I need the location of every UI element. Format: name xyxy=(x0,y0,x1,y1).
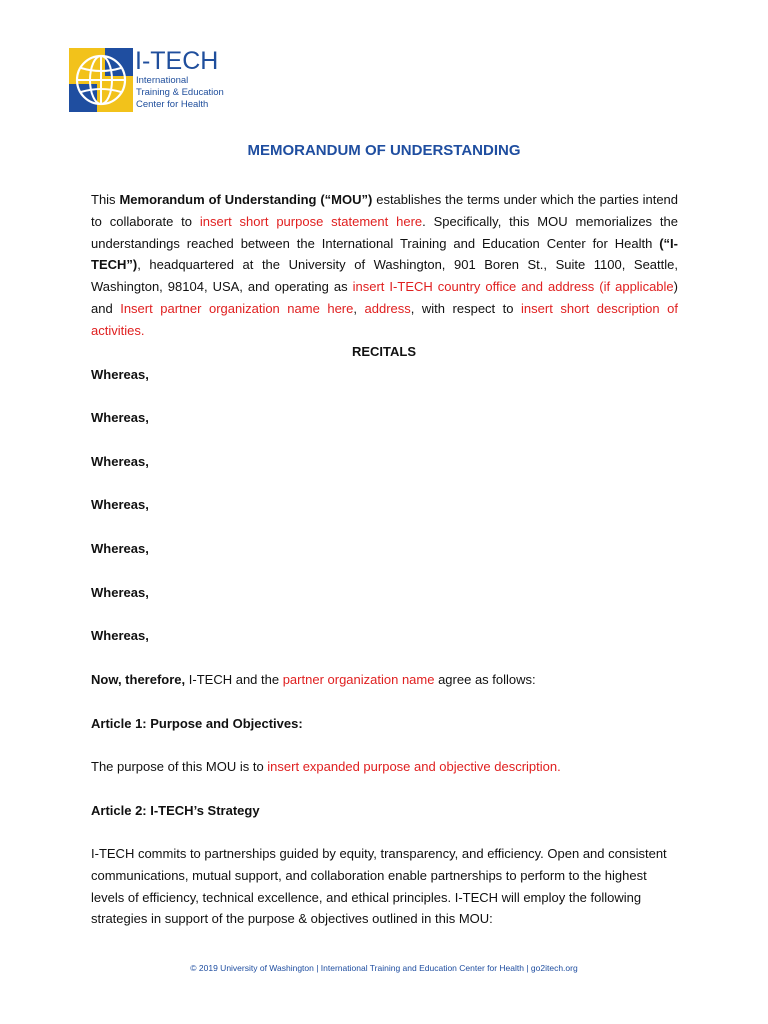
intro-text: establishes the terms under which the parties intend to collaborate to xyxy=(91,192,679,229)
whereas-clause: Whereas, xyxy=(91,410,149,425)
placeholder-country-office: insert I-TECH country office and address (if applicable xyxy=(352,279,674,295)
article1-paragraph xyxy=(91,756,678,778)
whereas-clause: Whereas, xyxy=(91,367,149,382)
now-therefore-paragraph xyxy=(91,669,678,691)
intro-paragraph xyxy=(91,189,678,342)
globe-logo-icon xyxy=(69,48,133,112)
whereas-clause: Whereas, xyxy=(91,497,149,512)
mou-term: Memorandum of Understanding (“MOU”) xyxy=(119,192,373,207)
intro-text: This xyxy=(91,192,120,207)
logo-title: I-TECH xyxy=(135,47,219,75)
article1-heading xyxy=(91,713,678,735)
whereas-clause: Whereas, xyxy=(91,585,149,600)
logo-subtitle-line: Center for Health xyxy=(136,99,209,110)
placeholder-activities: insert short description of activities. xyxy=(91,300,679,338)
placeholder-expanded-purpose: insert expanded purpose and objective description. xyxy=(267,759,561,774)
placeholder-partner-name: Insert partner organization name here xyxy=(120,300,354,316)
now-therefore-lead: Now, therefore, xyxy=(91,672,186,687)
logo-subtitle-line: Training & Education xyxy=(136,87,224,98)
whereas-clause: Whereas, xyxy=(91,541,149,556)
logo-subtitle-line: International xyxy=(136,75,189,86)
placeholder-partner-organization: partner organization name xyxy=(282,672,435,687)
article1-text: The purpose of this MOU is to xyxy=(91,759,268,774)
placeholder-address: address xyxy=(364,300,411,316)
now-therefore-text: agree as follows: xyxy=(434,672,536,687)
document-title: MEMORANDUM OF UNDERSTANDING xyxy=(247,142,521,159)
intro-text: , xyxy=(353,300,365,316)
logo-subtitle xyxy=(136,75,236,111)
article2-heading-text: Article 2: I-TECH’s Strategy xyxy=(91,803,260,818)
intro-text: , with respect to xyxy=(410,300,522,316)
whereas-clause: Whereas, xyxy=(91,628,149,643)
recitals-heading: RECITALS xyxy=(351,344,417,359)
intro-text: , headquartered at the University of Washington, 901 Boren St., Suite 1100, Seattle, Washington, 98104, USA, and operating as xyxy=(91,257,678,295)
article1-heading-text: Article 1: Purpose and Objectives: xyxy=(91,716,303,731)
now-therefore-text: I-TECH and the xyxy=(185,672,283,687)
itech-term: (“I-TECH”) xyxy=(91,235,678,273)
intro-text: . Specifically, this MOU memorializes the understandings reached between the International Training and Education Center for Health xyxy=(91,213,678,251)
article2-heading xyxy=(91,800,678,822)
whereas-clause: Whereas, xyxy=(91,454,149,469)
page-footer: © 2019 University of Washington | International Training and Education Center for Health | go2itech.org xyxy=(190,963,578,973)
itech-logo xyxy=(69,48,229,114)
placeholder-purpose: insert short purpose statement here xyxy=(199,213,423,229)
article2-paragraph: I-TECH commits to partnerships guided by equity, transparency, and efficiency. Open and consistent communications, mutual support, and collaboration enable partnerships to perform to the highest levels of efficiency, technical excellence, and ethical principles. I-TECH will employ the following strategies in support of the purpose & objectives outlined in this MOU: xyxy=(91,846,667,927)
intro-text: ) and xyxy=(91,279,678,316)
